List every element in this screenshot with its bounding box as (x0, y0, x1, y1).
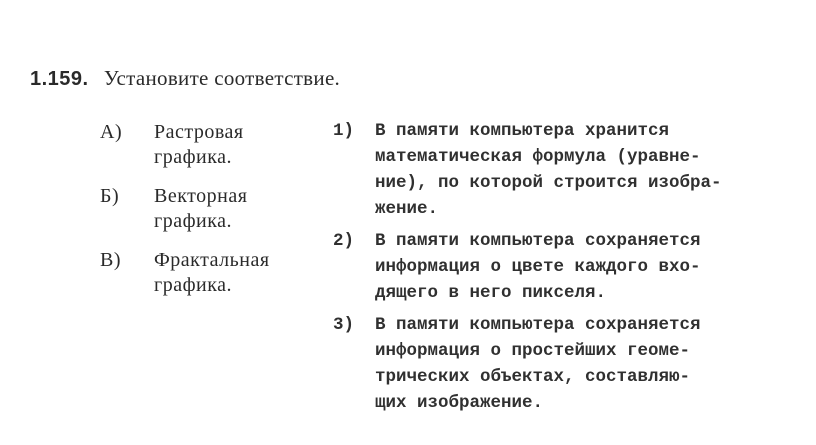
option-letter: А) (100, 121, 123, 143)
option-text (154, 120, 244, 170)
description-text-line: В памяти компьютера хранится (375, 121, 670, 141)
option-b (100, 184, 330, 234)
description-text (375, 228, 701, 306)
options-column (100, 120, 330, 312)
option-letter: Б) (100, 185, 120, 207)
description-text (375, 118, 722, 222)
task-number: 1.159. (30, 68, 89, 90)
description-text-line: дящего в него пикселя. (375, 283, 607, 303)
description-text-line: жение. (375, 199, 439, 219)
description-1 (333, 118, 793, 222)
task-header (30, 66, 340, 91)
description-text-line: В памяти компьютера сохраняется (375, 231, 701, 251)
option-text (154, 248, 270, 298)
description-text-line: ние), по которой строится изобра- (375, 173, 722, 193)
description-text-line: математическая формула (уравне- (375, 147, 701, 167)
description-number: 1) (333, 121, 355, 141)
option-text (154, 184, 247, 234)
descriptions-column (333, 118, 793, 422)
description-3 (333, 312, 793, 416)
description-2 (333, 228, 793, 306)
description-text-line: информация о простейших геоме- (375, 341, 691, 361)
option-text-line: графика. (154, 274, 233, 296)
description-text-line: информация о цвете каждого вхо- (375, 257, 701, 277)
option-text-line: графика. (154, 146, 233, 168)
description-text-line: В памяти компьютера сохраняется (375, 315, 701, 335)
option-text-line: Растровая (154, 121, 244, 143)
option-a (100, 120, 330, 170)
task-instruction: Установите соответствие. (103, 66, 341, 90)
description-text-line: щих изображение. (375, 393, 544, 413)
option-letter: В) (100, 249, 121, 271)
description-text (375, 312, 701, 416)
description-number: 2) (333, 231, 355, 251)
option-text-line: Фрактальная (154, 249, 270, 271)
option-c (100, 248, 330, 298)
option-text-line: графика. (154, 210, 233, 232)
description-text-line: трических объектах, составляю- (375, 367, 691, 387)
option-text-line: Векторная (154, 185, 248, 207)
description-number: 3) (333, 315, 355, 335)
